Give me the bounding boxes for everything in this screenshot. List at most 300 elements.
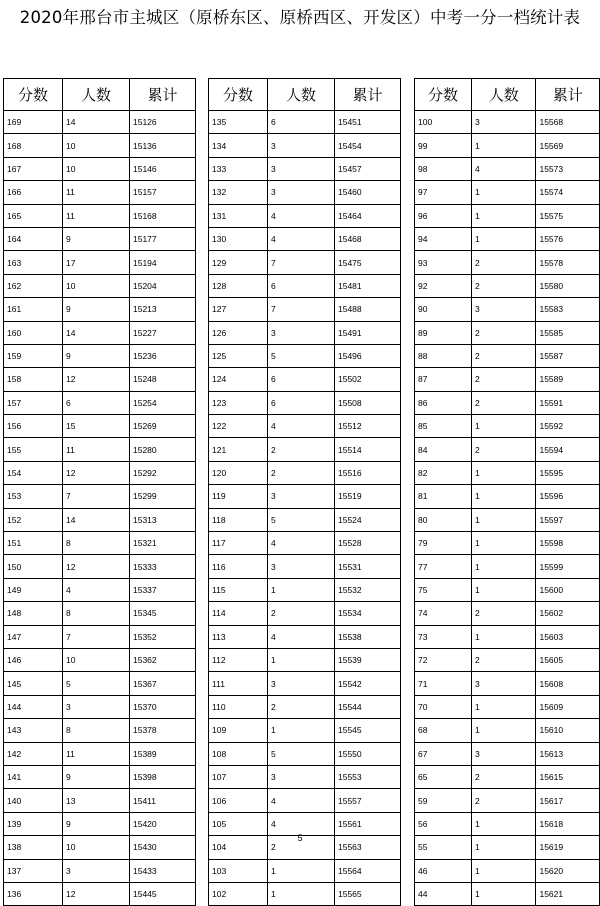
count-cell: 1 [472, 461, 536, 484]
score-cell: 80 [415, 508, 472, 531]
table-row [209, 415, 401, 438]
table-row [4, 157, 196, 180]
cumulative-cell: 15337 [130, 578, 196, 601]
score-cell: 125 [209, 344, 268, 367]
score-cell: 59 [415, 789, 472, 812]
count-cell: 3 [268, 321, 335, 344]
score-cell: 74 [415, 602, 472, 625]
cumulative-cell: 15512 [335, 415, 401, 438]
count-cell: 6 [268, 368, 335, 391]
cumulative-cell: 15580 [536, 274, 600, 297]
score-cell: 137 [4, 859, 63, 882]
table-row [4, 555, 196, 578]
cumulative-cell: 15542 [335, 672, 401, 695]
count-cell: 2 [472, 789, 536, 812]
count-cell: 10 [63, 274, 130, 297]
count-cell: 3 [472, 111, 536, 134]
count-cell: 8 [63, 719, 130, 742]
count-cell: 1 [472, 719, 536, 742]
count-cell: 14 [63, 508, 130, 531]
score-cell: 164 [4, 227, 63, 250]
score-cell: 162 [4, 274, 63, 297]
count-cell: 1 [472, 227, 536, 250]
table-row [4, 204, 196, 227]
cumulative-cell: 15602 [536, 602, 600, 625]
score-cell: 133 [209, 157, 268, 180]
cumulative-cell: 15488 [335, 298, 401, 321]
cumulative-cell: 15592 [536, 415, 600, 438]
count-cell: 7 [63, 625, 130, 648]
score-cell: 121 [209, 438, 268, 461]
table-row [4, 765, 196, 788]
table-row [209, 111, 401, 134]
score-cell: 111 [209, 672, 268, 695]
cumulative-cell: 15617 [536, 789, 600, 812]
score-cell: 148 [4, 602, 63, 625]
count-cell: 1 [472, 882, 536, 905]
table-row [209, 532, 401, 555]
header-cumulative: 累计 [335, 79, 401, 111]
table-row [4, 274, 196, 297]
cumulative-cell: 15531 [335, 555, 401, 578]
cumulative-cell: 15420 [130, 812, 196, 835]
table-row [4, 648, 196, 671]
header-score: 分数 [4, 79, 63, 111]
table-row [415, 134, 600, 157]
count-cell: 12 [63, 368, 130, 391]
score-cell: 149 [4, 578, 63, 601]
table-row [4, 321, 196, 344]
cumulative-cell: 15578 [536, 251, 600, 274]
count-cell: 2 [472, 765, 536, 788]
table-row [209, 274, 401, 297]
cumulative-cell: 15609 [536, 695, 600, 718]
cumulative-cell: 15502 [335, 368, 401, 391]
score-cell: 122 [209, 415, 268, 438]
table-row [4, 578, 196, 601]
score-cell: 89 [415, 321, 472, 344]
cumulative-cell: 15136 [130, 134, 196, 157]
score-cell: 155 [4, 438, 63, 461]
cumulative-cell: 15539 [335, 648, 401, 671]
score-cell: 113 [209, 625, 268, 648]
count-cell: 3 [268, 157, 335, 180]
table-row [209, 602, 401, 625]
count-cell: 2 [472, 648, 536, 671]
cumulative-cell: 15534 [335, 602, 401, 625]
cumulative-cell: 15598 [536, 532, 600, 555]
cumulative-cell: 15299 [130, 485, 196, 508]
cumulative-cell: 15615 [536, 765, 600, 788]
count-cell: 1 [472, 415, 536, 438]
count-cell: 1 [472, 836, 536, 859]
count-cell: 9 [63, 298, 130, 321]
count-cell: 8 [63, 532, 130, 555]
score-cell: 104 [209, 836, 268, 859]
table-row [209, 134, 401, 157]
table-row [209, 157, 401, 180]
count-cell: 4 [63, 578, 130, 601]
count-cell: 6 [268, 111, 335, 134]
score-cell: 145 [4, 672, 63, 695]
table-row [209, 555, 401, 578]
table-row [415, 672, 600, 695]
count-cell: 2 [268, 438, 335, 461]
count-cell: 4 [268, 789, 335, 812]
count-cell: 10 [63, 836, 130, 859]
table-row [4, 344, 196, 367]
table-row [209, 438, 401, 461]
cumulative-cell: 15587 [536, 344, 600, 367]
table-row [4, 695, 196, 718]
score-cell: 146 [4, 648, 63, 671]
cumulative-cell: 15563 [335, 836, 401, 859]
score-cell: 126 [209, 321, 268, 344]
cumulative-cell: 15157 [130, 181, 196, 204]
cumulative-cell: 15620 [536, 859, 600, 882]
cumulative-cell: 15589 [536, 368, 600, 391]
cumulative-cell: 15568 [536, 111, 600, 134]
count-cell: 1 [268, 859, 335, 882]
table-row [209, 461, 401, 484]
count-cell: 1 [472, 859, 536, 882]
table-row [415, 742, 600, 765]
table-row [4, 625, 196, 648]
header-cumulative: 累计 [536, 79, 600, 111]
count-cell: 1 [472, 625, 536, 648]
score-cell: 90 [415, 298, 472, 321]
score-cell: 160 [4, 321, 63, 344]
table-row [415, 204, 600, 227]
count-cell: 3 [268, 555, 335, 578]
header-count: 人数 [268, 79, 335, 111]
cumulative-cell: 15389 [130, 742, 196, 765]
count-cell: 7 [63, 485, 130, 508]
cumulative-cell: 15532 [335, 578, 401, 601]
cumulative-cell: 15597 [536, 508, 600, 531]
score-cell: 158 [4, 368, 63, 391]
count-cell: 5 [63, 672, 130, 695]
score-cell: 135 [209, 111, 268, 134]
count-cell: 9 [63, 812, 130, 835]
count-cell: 4 [268, 227, 335, 250]
score-cell: 88 [415, 344, 472, 367]
table-row [415, 438, 600, 461]
count-cell: 4 [268, 625, 335, 648]
score-cell: 85 [415, 415, 472, 438]
count-cell: 5 [268, 508, 335, 531]
count-cell: 1 [472, 485, 536, 508]
score-cell: 124 [209, 368, 268, 391]
score-cell: 92 [415, 274, 472, 297]
cumulative-cell: 15538 [335, 625, 401, 648]
table-row [415, 532, 600, 555]
table-row [415, 602, 600, 625]
table-row [415, 578, 600, 601]
cumulative-cell: 15433 [130, 859, 196, 882]
score-cell: 159 [4, 344, 63, 367]
cumulative-cell: 15574 [536, 181, 600, 204]
table-row [209, 391, 401, 414]
score-cell: 98 [415, 157, 472, 180]
count-cell: 3 [268, 181, 335, 204]
score-cell: 46 [415, 859, 472, 882]
count-cell: 2 [268, 695, 335, 718]
cumulative-cell: 15248 [130, 368, 196, 391]
score-cell: 55 [415, 836, 472, 859]
score-cell: 127 [209, 298, 268, 321]
score-table-2 [208, 78, 401, 906]
table-row [415, 227, 600, 250]
cumulative-cell: 15454 [335, 134, 401, 157]
score-cell: 119 [209, 485, 268, 508]
count-cell: 4 [268, 812, 335, 835]
score-cell: 115 [209, 578, 268, 601]
table-row [415, 251, 600, 274]
cumulative-cell: 15576 [536, 227, 600, 250]
cumulative-cell: 15168 [130, 204, 196, 227]
table-row [209, 298, 401, 321]
cumulative-cell: 15585 [536, 321, 600, 344]
count-cell: 12 [63, 555, 130, 578]
score-cell: 93 [415, 251, 472, 274]
score-cell: 147 [4, 625, 63, 648]
count-cell: 12 [63, 882, 130, 905]
score-cell: 105 [209, 812, 268, 835]
cumulative-cell: 15565 [335, 882, 401, 905]
score-cell: 106 [209, 789, 268, 812]
table-row [209, 227, 401, 250]
score-cell: 142 [4, 742, 63, 765]
score-cell: 75 [415, 578, 472, 601]
score-cell: 72 [415, 648, 472, 671]
cumulative-cell: 15508 [335, 391, 401, 414]
header-count: 人数 [472, 79, 536, 111]
score-cell: 161 [4, 298, 63, 321]
cumulative-cell: 15280 [130, 438, 196, 461]
table-row [209, 344, 401, 367]
score-cell: 114 [209, 602, 268, 625]
count-cell: 9 [63, 344, 130, 367]
count-cell: 1 [472, 204, 536, 227]
table-row [415, 157, 600, 180]
count-cell: 2 [472, 274, 536, 297]
count-cell: 1 [472, 134, 536, 157]
cumulative-cell: 15430 [130, 836, 196, 859]
count-cell: 6 [268, 274, 335, 297]
cumulative-cell: 15451 [335, 111, 401, 134]
table-row [209, 765, 401, 788]
score-cell: 103 [209, 859, 268, 882]
table-row [415, 508, 600, 531]
cumulative-cell: 15519 [335, 485, 401, 508]
table-row [4, 532, 196, 555]
count-cell: 10 [63, 648, 130, 671]
cumulative-cell: 15514 [335, 438, 401, 461]
score-cell: 157 [4, 391, 63, 414]
table-row [209, 321, 401, 344]
header-score: 分数 [415, 79, 472, 111]
count-cell: 11 [63, 204, 130, 227]
count-cell: 3 [472, 298, 536, 321]
cumulative-cell: 15564 [335, 859, 401, 882]
score-cell: 96 [415, 204, 472, 227]
score-cell: 117 [209, 532, 268, 555]
cumulative-cell: 15550 [335, 742, 401, 765]
table-row [4, 742, 196, 765]
cumulative-cell: 15227 [130, 321, 196, 344]
table-row [415, 719, 600, 742]
table-row [209, 742, 401, 765]
count-cell: 6 [63, 391, 130, 414]
score-cell: 141 [4, 765, 63, 788]
table-row [415, 391, 600, 414]
cumulative-cell: 15557 [335, 789, 401, 812]
table-row [415, 368, 600, 391]
count-cell: 1 [472, 555, 536, 578]
count-cell: 7 [268, 251, 335, 274]
cumulative-cell: 15528 [335, 532, 401, 555]
count-cell: 1 [472, 181, 536, 204]
table-row [209, 181, 401, 204]
count-cell: 1 [268, 882, 335, 905]
cumulative-cell: 15378 [130, 719, 196, 742]
cumulative-cell: 15524 [335, 508, 401, 531]
count-cell: 3 [63, 695, 130, 718]
table-row [415, 111, 600, 134]
cumulative-cell: 15596 [536, 485, 600, 508]
table-row [4, 508, 196, 531]
table-row [209, 578, 401, 601]
count-cell: 3 [268, 134, 335, 157]
cumulative-cell: 15370 [130, 695, 196, 718]
table-row [209, 859, 401, 882]
table-row [209, 789, 401, 812]
table-row [4, 368, 196, 391]
cumulative-cell: 15292 [130, 461, 196, 484]
count-cell: 2 [472, 391, 536, 414]
score-cell: 123 [209, 391, 268, 414]
count-cell: 8 [63, 602, 130, 625]
count-cell: 1 [268, 648, 335, 671]
score-cell: 151 [4, 532, 63, 555]
table-row [4, 485, 196, 508]
cumulative-cell: 15595 [536, 461, 600, 484]
table-row [4, 672, 196, 695]
table-row [415, 765, 600, 788]
table-row [4, 111, 196, 134]
count-cell: 10 [63, 157, 130, 180]
table-row [209, 625, 401, 648]
score-cell: 79 [415, 532, 472, 555]
table-row [4, 719, 196, 742]
count-cell: 1 [472, 578, 536, 601]
cumulative-cell: 15605 [536, 648, 600, 671]
table-row [209, 251, 401, 274]
count-cell: 3 [268, 765, 335, 788]
score-cell: 152 [4, 508, 63, 531]
table-row [415, 555, 600, 578]
count-cell: 3 [268, 485, 335, 508]
count-cell: 4 [268, 532, 335, 555]
table-row [415, 789, 600, 812]
cumulative-cell: 15460 [335, 181, 401, 204]
cumulative-cell: 15254 [130, 391, 196, 414]
cumulative-cell: 15619 [536, 836, 600, 859]
table-row [4, 298, 196, 321]
table-row [4, 251, 196, 274]
cumulative-cell: 15352 [130, 625, 196, 648]
count-cell: 2 [268, 461, 335, 484]
score-cell: 112 [209, 648, 268, 671]
count-cell: 4 [268, 415, 335, 438]
table-row [209, 695, 401, 718]
table-row [4, 181, 196, 204]
score-cell: 87 [415, 368, 472, 391]
score-cell: 165 [4, 204, 63, 227]
table-row [209, 508, 401, 531]
score-cell: 118 [209, 508, 268, 531]
score-cell: 131 [209, 204, 268, 227]
header-cumulative: 累计 [130, 79, 196, 111]
count-cell: 3 [472, 672, 536, 695]
table-row [4, 438, 196, 461]
count-cell: 14 [63, 321, 130, 344]
count-cell: 15 [63, 415, 130, 438]
score-cell: 150 [4, 555, 63, 578]
score-cell: 154 [4, 461, 63, 484]
count-cell: 3 [268, 672, 335, 695]
score-cell: 143 [4, 719, 63, 742]
cumulative-cell: 15553 [335, 765, 401, 788]
count-cell: 7 [268, 298, 335, 321]
table-row [4, 789, 196, 812]
count-cell: 17 [63, 251, 130, 274]
table-row [209, 204, 401, 227]
score-cell: 97 [415, 181, 472, 204]
table-row [4, 859, 196, 882]
cumulative-cell: 15575 [536, 204, 600, 227]
cumulative-cell: 15475 [335, 251, 401, 274]
table-row [209, 368, 401, 391]
cumulative-cell: 15204 [130, 274, 196, 297]
cumulative-cell: 15491 [335, 321, 401, 344]
score-cell: 138 [4, 836, 63, 859]
cumulative-cell: 15544 [335, 695, 401, 718]
table-row [415, 181, 600, 204]
cumulative-cell: 15333 [130, 555, 196, 578]
score-cell: 109 [209, 719, 268, 742]
score-table-1 [3, 78, 196, 906]
cumulative-cell: 15236 [130, 344, 196, 367]
table-row [415, 415, 600, 438]
score-cell: 167 [4, 157, 63, 180]
cumulative-cell: 15599 [536, 555, 600, 578]
table-row [4, 602, 196, 625]
cumulative-cell: 15561 [335, 812, 401, 835]
count-cell: 5 [268, 344, 335, 367]
count-cell: 4 [268, 204, 335, 227]
score-cell: 81 [415, 485, 472, 508]
cumulative-cell: 15269 [130, 415, 196, 438]
header-count: 人数 [63, 79, 130, 111]
score-cell: 134 [209, 134, 268, 157]
score-cell: 144 [4, 695, 63, 718]
cumulative-cell: 15345 [130, 602, 196, 625]
score-cell: 108 [209, 742, 268, 765]
count-cell: 3 [472, 742, 536, 765]
page-title: 2020年邢台市主城区（原桥东区、原桥西区、开发区）中考一分一档统计表 [19, 8, 581, 27]
